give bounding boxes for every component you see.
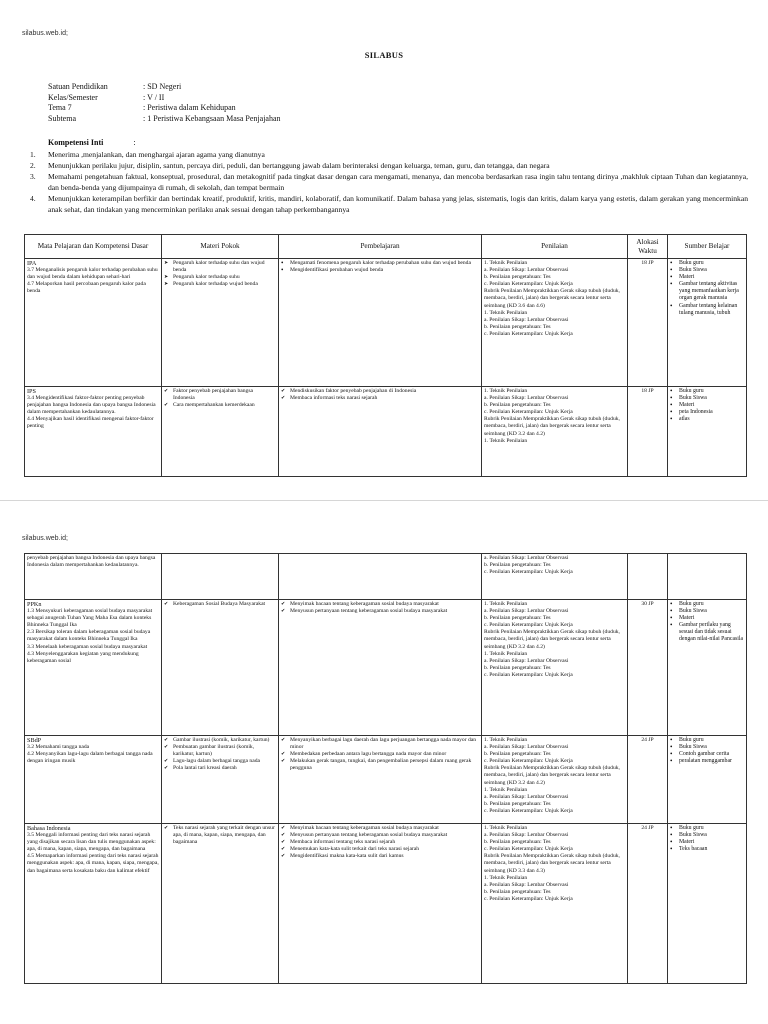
cell-penilaian [482,736,628,824]
subject-name: IPA [27,260,37,267]
cell-penilaian [482,600,628,736]
materi-item: ✔ Teks narasi sejarah yang terkait dengan unsur apa, di mana, kapan, siapa, mengapa, dan bagaimana [164,825,276,846]
penilaian-item: a. Penilaian Sikap: Lembar Observasi [484,555,569,561]
kd-item: penyebab penjajahan bangsa Indonesia dan upaya bangsa Indonesia dalam mempertahankan kedaulatannya. [27,555,156,569]
penilaian-item: c. Penilaian Keterampilan: Unjuk Kerja [484,846,573,853]
pembelajaran-item: ✔ Menyimak bacaan tentang keberagaman sosial budaya masyarakat [281,601,479,608]
sumber-item: • Buku Siswa [670,395,744,402]
document-title: SILABUS [364,50,404,60]
penilaian-item: a. Penilaian Sikap: Lembar Observasi [484,608,569,615]
pembelajaran-item-list [281,825,479,860]
penilaian-item: b. Penilaian pengetahuan: Tes [484,888,551,895]
sumber-item: • Buku Siswa [670,267,744,274]
meta-label: Subtema [48,113,76,123]
table-header-row [25,235,747,259]
penilaian-item: 1. Teknik Penilaian [484,786,528,793]
materi-item: ➤ Pengaruh kalor terhadap suhu dan wujud benda [164,260,276,274]
ki-item [30,160,748,171]
sumber-item-list [670,388,744,423]
kd-item: 1.3 Mensyukuri keberagaman sosial budaya masyarakat sebagai anugerah Tuhan Yang Maha Esa dalam konteks Bhinneka Tunggal Ika [27,608,153,629]
ki-colon: : [133,138,136,147]
cell-pembelajaran [279,736,482,824]
site-label-page-2: silabus.web.id; [22,535,68,542]
pembelajaran-item: ✔ Membedakan perbedaan antara lagu bertangga nada mayor dan minor [281,751,479,758]
sumber-item: • Materi [670,274,744,281]
materi-item: ✔ Keberagaman Sosial Budaya Masyarakat [164,601,276,608]
ki-list [30,149,748,215]
materi-item: ✔ Pembuatan gambar ilustrasi (komik, karikatur, kartun) [164,744,276,758]
ki-item-text: Menunjukkan perilaku jujur, disiplin, santun, percaya diri, peduli, dan bertanggung jawab dalam berinteraksi dengan keluarga, teman, guru, dan tetangga, dan negara [48,161,550,170]
table-row [25,387,747,477]
penilaian-item: 1. Teknik Penilaian [484,601,528,607]
cell-alokasi-waktu [628,387,668,477]
column-header: Materi Pokok [162,235,279,259]
alokasi-waktu-value: 18 JP [641,260,654,266]
table-row [25,600,747,736]
alokasi-waktu-value: 30 JP [641,601,654,607]
cell-penilaian [482,824,628,984]
document-page-2 [0,500,768,1024]
pembelajaran-item-list [281,388,479,402]
meta-row [48,103,281,114]
materi-item: ✔ Faktor penyebab penjajahan bangsa Indonesia [164,388,276,402]
cell-pembelajaran [279,387,482,477]
penilaian-item: 1. Teknik Penilaian [484,437,528,444]
subject-name: PPKn [27,601,42,608]
ki-item [30,193,748,215]
pembelajaran-item: ✔ Membaca informasi tentang teks narasi sejarah [281,839,479,846]
sumber-item: • Buku guru [670,825,744,832]
penilaian-item: b. Penilaian pengetahuan: Tes [484,615,551,622]
sumber-item: • Buku guru [670,260,744,267]
meta-value: : SD Negeri [143,82,182,91]
pembelajaran-item: ✔ Mendiskusikan faktor penyebab penjajahan di Indonesia [281,388,479,395]
materi-item: ➤ Pengaruh kalor terhadap suhu [164,274,276,281]
sumber-item: • atlas [670,416,744,423]
ki-item [30,149,748,160]
alokasi-waktu-value: 24 JP [641,737,654,743]
cell-materi [162,736,279,824]
cell-subject-kd [25,600,162,736]
kd-item: 4.4 Menyajikan hasil identifikasi mengenai faktor-faktor penting [27,416,154,430]
ki-title: Kompetensi Inti [48,138,104,147]
penilaian-item: c. Penilaian Keterampilan: Unjuk Kerja [484,671,573,678]
cell-subject-kd [25,387,162,477]
cell-materi [162,600,279,736]
sumber-item-list [670,260,744,317]
cell-sumber-belajar [668,387,747,477]
cell-alokasi-waktu [628,600,668,736]
cell-sumber-belajar [668,600,747,736]
materi-item: ✔ Lagu-lagu dalam berbagai tangga nada [164,758,276,765]
cell-pembelajaran [279,259,482,387]
cell-penilaian [482,259,628,387]
column-header: Pembelajaran [279,235,482,259]
pembelajaran-item: ✔ Membaca informasi teks narasi sejarah [281,395,479,402]
ki-item-text: Memahami pengetahuan faktual, konseptual, prosedural, dan metakognitif pada tingkat dasar dengan cara mengamati, menanya, dan mencoba berdasarkan rasa ingin tahu tentang dirinya ,makhluk ciptaan Tuhan dan kegiatannya, dan benda-benda yang dijumpainya di rumah, di sekolah, dan tempat bermain [48,172,748,192]
kd-item: 4.5 Memaparkan informasi penting dari teks narasi sejarah menggunakan aspek: apa, di mana, kapan, siapa, mengapa, dan bagaimana serta kosakata baku dan kalimat efektif [27,853,159,874]
alokasi-waktu-value: 18 JP [641,388,654,394]
penilaian-item: c. Penilaian Keterampilan: Unjuk Kerja [484,758,573,765]
sumber-item-list [670,601,744,644]
penilaian-item: a. Penilaian Sikap: Lembar Observasi [484,832,569,839]
cell-pembelajaran [279,600,482,736]
penilaian-item: a. Penilaian Sikap: Lembar Observasi [484,395,569,402]
penilaian-item: 1. Teknik Penilaian [484,650,528,657]
pembelajaran-item-list [281,601,479,615]
meta-value: : V / II [143,92,165,102]
cell-penilaian [482,554,628,600]
penilaian-item: c. Penilaian Keterampilan: Unjuk Kerja [484,569,573,576]
pembelajaran-item: ✔ Melakukan gerak tangan, tungkai, dan pengembalian persepsi dalam ruang gerak pengguna [281,758,479,772]
kd-item: 4.7 Melaporkan hasil percobaan pengaruh kalor pada benda [27,281,146,295]
meta-label: Tema 7 [48,103,72,112]
meta-label: Satuan Pendidikan [48,82,108,91]
materi-item: ✔ Pola lantai tari kreasi daerah [164,765,276,772]
cell-alokasi-waktu [628,736,668,824]
meta-row [48,114,281,125]
sumber-item: • peralatan menggambar [670,758,744,765]
cell-subject-kd [25,736,162,824]
cell-sumber-belajar [668,824,747,984]
penilaian-item: b. Penilaian pengetahuan: Tes [484,751,551,758]
cell-subject-kd [25,259,162,387]
cell-materi [162,387,279,477]
meta-value: : Peristiwa dalam Kehidupan [143,103,236,112]
cell-subject-kd [25,824,162,984]
kd-item: 3.5 Menggali informasi penting dari teks narasi sejarah yang disajikan secara lisan dan tulis menggunakan aspek: apa, di mana, kapan, siapa, mengapa, dan bagaimana [27,832,156,853]
ki-item-number: 4. [30,194,36,203]
cell-pembelajaran [279,824,482,984]
penilaian-item: c. Penilaian Keterampilan: Unjuk Kerja [484,330,573,337]
pembelajaran-item-list [281,737,479,772]
table-row [25,259,747,387]
penilaian-item: 1. Teknik Penilaian [484,737,528,743]
cell-alokasi-waktu [628,554,668,600]
ki-heading [48,138,136,147]
cell-sumber-belajar [668,554,747,600]
table-row [25,824,747,984]
kd-item: 2.3 Bersikap toleran dalam keberagaman sosial budaya masyarakat dalam konteks Bhinneka Tunggal Ika [27,629,151,643]
penilaian-item: a. Penilaian Sikap: Lembar Observasi [484,744,569,751]
sumber-item: • Materi [670,839,744,846]
sumber-item-list [670,825,744,853]
sumber-item: • Buku Siswa [670,608,744,615]
penilaian-item: Rubrik Penilaian Mempraktikkan Gerak sikap tubuh (duduk, membaca, berdiri, jalan) dan bergerak secara lentur serta seimbang (KD 3.6 dan 4.6) [484,288,620,309]
penilaian-item: 1. Teknik Penilaian [484,874,528,881]
penilaian-item: a. Penilaian Sikap: Lembar Observasi [484,793,569,800]
syllabus-table-page-1 [24,234,747,477]
pembelajaran-item: ✔ Menyusun pertanyaan tentang keberagaman sosial budaya masyarakat [281,832,479,839]
materi-item-list [164,601,276,608]
pembelajaran-item-list [281,260,479,274]
column-header: Alokasi Waktu [628,235,668,259]
column-header: Mata Pelajaran dan Kompetensi Dasar [25,235,162,259]
cell-materi [162,259,279,387]
penilaian-item: b. Penilaian pengetahuan: Tes [484,323,551,330]
subject-name: Bahasa Indonesia [27,825,71,832]
pembelajaran-item: ✔ Menemukan kata-kata sulit terkait dari teks narasi sejarah [281,846,479,853]
table-row [25,736,747,824]
kd-item: 4.2 Menyanyikan lagu-lagu dalam berbagai tangga nada dengan iringan musik [27,751,153,765]
subject-name: SBdP [27,737,42,744]
pembelajaran-item: ✔ Menyimak bacaan tentang keberagaman sosial budaya masyarakat [281,825,479,832]
penilaian-item: c. Penilaian Keterampilan: Unjuk Kerja [484,895,573,902]
penilaian-item: a. Penilaian Sikap: Lembar Observasi [484,267,569,274]
sumber-item: • Buku guru [670,737,744,744]
meta-row [48,93,281,104]
penilaian-item: b. Penilaian pengetahuan: Tes [484,402,551,409]
pembelajaran-item: ✔ Mengidentifikasi makna kata-kata sulit dari kamus [281,853,479,860]
sumber-item: • Gambar tentang aktivitas yang memanfaatkan kerja organ gerak manusia [670,281,744,302]
cell-materi [162,554,279,600]
cell-sumber-belajar [668,736,747,824]
sumber-item: • Gambar tentang kelainan tulang manusia, tubuh [670,303,744,317]
penilaian-item: 1. Teknik Penilaian [484,388,528,394]
penilaian-item: 1. Teknik Penilaian [484,260,528,266]
cell-penilaian [482,387,628,477]
kd-item: 3.7 Menganalisis pengaruh kalor terhadap perubahan suhu dan wujud benda dalam kehidupan sehari-hari [27,267,158,281]
column-header: Penilaian [482,235,628,259]
materi-item-list [164,825,276,846]
meta-value: : 1 Peristiwa Kebangsaan Masa Penjajahan [143,113,281,123]
kd-item: 3.2 Memahami tangga nada [27,744,90,751]
penilaian-item: a. Penilaian Sikap: Lembar Observasi [484,316,569,323]
penilaian-item: a. Penilaian Sikap: Lembar Observasi [484,881,569,888]
cell-sumber-belajar [668,259,747,387]
sumber-item: • Contoh gambar cerita [670,751,744,758]
pembelajaran-item: • Mengidentifikasi perubahan wujud benda [281,267,479,274]
penilaian-item: Rubrik Penilaian Mempraktikkan Gerak sikap tubuh (duduk, membaca, berdiri, jalan) dan bergerak secara lentur serta seimbang (KD 3.2 dan 4.2) [484,416,620,437]
alokasi-waktu-value: 24 JP [641,825,654,831]
column-header: Sumber Belajar [668,235,747,259]
penilaian-item: b. Penilaian pengetahuan: Tes [484,664,551,671]
sumber-item: • Buku Siswa [670,832,744,839]
ki-item-text: Menerima ,menjalankan, dan menghargai ajaran agama yang dianutnya [48,150,265,159]
penilaian-item: a. Penilaian Sikap: Lembar Observasi [484,657,569,664]
meta-label: Kelas/Semester [48,92,98,102]
cell-subject-kd [25,554,162,600]
sumber-item: • Gambar perilaku yang sesuai dan tidak sesuai dengan nilai-nilai Pancasila [670,622,744,643]
site-label: silabus.web.id; [22,30,68,37]
materi-item: ✔ Gambar ilustrasi (komik, karikatur, kartun) [164,737,276,744]
sumber-item: • Materi [670,402,744,409]
pembelajaran-item: • Mengamati fenomena pengaruh kalor terhadap perubahan suhu dan wujud benda [281,260,479,267]
materi-item: ✔ Cara mempertahankan kemerdekaan [164,402,276,409]
cell-alokasi-waktu [628,824,668,984]
ki-item-number: 3. [30,172,36,181]
cell-materi [162,824,279,984]
cell-alokasi-waktu [628,259,668,387]
meta-row [48,82,281,93]
syllabus-table-page-2 [24,553,747,984]
penilaian-item: b. Penilaian pengetahuan: Tes [484,839,551,846]
kd-item: 3.3 Menelaah keberagaman sosial budaya masyarakat [27,643,148,650]
penilaian-item: Rubrik Penilaian Mempraktikkan Gerak sikap tubuh (duduk, membaca, berdiri, jalan) dan bergerak secara lentur serta seimbang (KD 3.2 dan 4.2) [484,765,620,786]
penilaian-item: Rubrik Penilaian Mempraktikkan Gerak sikap tubuh (duduk, membaca, berdiri, jalan) dan bergerak secara lentur serta seimbang (KD 3.2 dan 4.2) [484,629,620,650]
penilaian-item: Rubrik Penilaian Mempraktikkan Gerak sikap tubuh (duduk, membaca, berdiri, jalan) dan bergerak secara lentur serta seimbang (KD 3.3 dan 4.3) [484,853,620,874]
ki-item [30,171,748,193]
materi-item: ➤ Pengaruh kalor terhadap wujud benda [164,281,276,288]
sumber-item: • Buku guru [670,388,744,395]
penilaian-item: c. Penilaian Keterampilan: Unjuk Kerja [484,281,573,288]
penilaian-item: b. Penilaian pengetahuan: Tes [484,274,551,281]
sumber-item: • Materi [670,615,744,622]
penilaian-item: b. Penilaian pengetahuan: Tes [484,562,551,569]
kd-item: 3.4 Mengidentifikasi faktor-faktor penting penyebab penjajahan bangsa Indonesia dan upaya bangsa Indonesia dalam mempertahankan kedaulatannya. [27,395,156,416]
sumber-item: • Buku Siswa [670,744,744,751]
penilaian-item: c. Penilaian Keterampilan: Unjuk Kerja [484,807,573,814]
materi-item-list [164,388,276,409]
sumber-item: • Buku guru [670,601,744,608]
cell-pembelajaran [279,554,482,600]
penilaian-item: 1. Teknik Penilaian [484,309,528,316]
sumber-item-list [670,737,744,765]
syllabus-meta [48,82,281,124]
ki-item-text: Menunjukkan keterampilan berfikir dan bertindak kreatif, produktif, kritis, mandiri, kolaboratif, dan komunikatif. Dalam bahasa yang jelas, sistematis, logis dan kritis, dalam karya yang estetis, dalam gerakan yang mencerminkan anak sehat, dan tindakan yang mencerminkan perilaku anak sesuai dengan tahap perkembangannya [48,194,748,214]
materi-item-list [164,260,276,288]
sumber-item: • Teks bacaan [670,846,744,853]
penilaian-item: c. Penilaian Keterampilan: Unjuk Kerja [484,409,573,416]
penilaian-item: c. Penilaian Keterampilan: Unjuk Kerja [484,622,573,629]
document-page-1 [0,0,768,500]
pembelajaran-item: ✔ Menyanyikan berbagai lagu daerah dan lagu perjuangan bertangga nada mayor dan minor [281,737,479,751]
subject-name: IPS [27,388,36,395]
table-row [25,554,747,600]
sumber-item: • peta Indonesia [670,409,744,416]
ki-item-number: 1. [30,150,36,159]
penilaian-item: b. Penilaian pengetahuan: Tes [484,800,551,807]
materi-item-list [164,737,276,772]
penilaian-item: 1. Teknik Penilaian [484,825,528,831]
pembelajaran-item: ✔ Menyusun pertanyaan tentang keberagaman sosial budaya masyarakat [281,608,479,615]
kd-item: 4.3 Menyelenggarakan kegiatan yang mendukung keberagaman sosial [27,650,139,664]
ki-item-number: 2. [30,161,36,170]
